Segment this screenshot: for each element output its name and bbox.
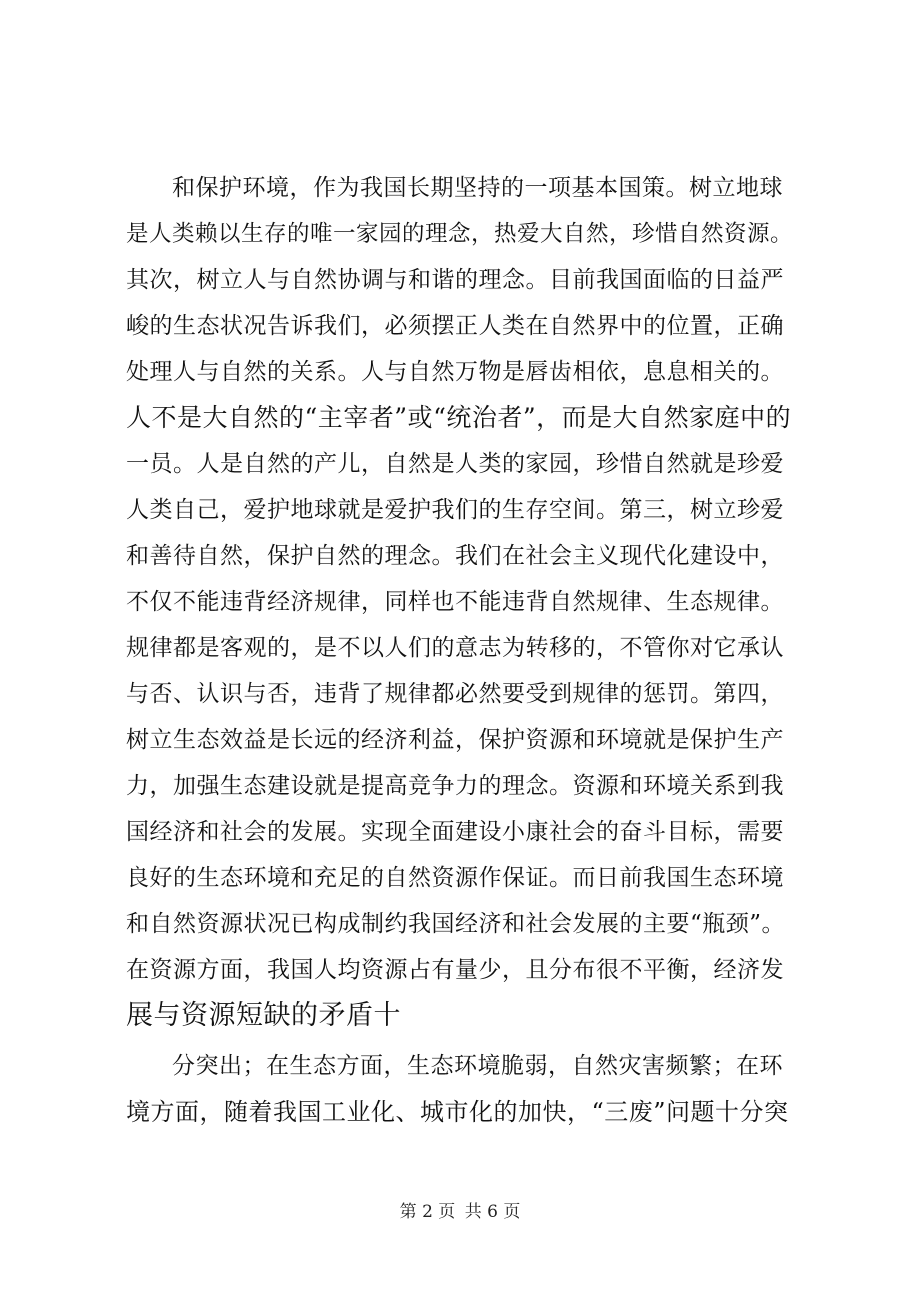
text-line: 和善待自然，保护自然的理念。我们在社会主义现代化建设中， xyxy=(126,543,784,569)
page-total: 共 6 页 xyxy=(464,1202,521,1222)
text-line: 处理人与自然的关系。人与自然万物是唇齿相依，息息相关的。 xyxy=(126,359,784,385)
text-line: 峻的生态状况告诉我们，必须摆正人类在自然界中的位置，正确 xyxy=(126,313,784,339)
text-line: 和自然资源状况已构成制约我国经济和社会发展的主要“瓶颈”。 xyxy=(126,911,786,937)
text-line: 国经济和社会的发展。实现全面建设小康社会的奋斗目标，需要 xyxy=(126,819,784,845)
text-line: 力，加强生态建设就是提高竞争力的理念。资源和环境关系到我 xyxy=(126,773,784,799)
text-line: 是人类赖以生存的唯一家园的理念，热爱大自然，珍惜自然资源。 xyxy=(126,221,794,247)
text-line: 和保护环境，作为我国长期坚持的一项基本国策。树立地球 xyxy=(172,175,783,201)
text-line: 展与资源短缺的矛盾十 xyxy=(126,1000,401,1031)
text-line: 人类自己，爱护地球就是爱护我们的生存空间。第三，树立珍爱 xyxy=(126,497,784,523)
text-line: 良好的生态环境和充足的自然资源作保证。而日前我国生态环境 xyxy=(126,865,784,891)
text-line: 在资源方面，我国人均资源占有量少，且分布很不平衡，经济发 xyxy=(126,957,784,983)
text-line: 与否、认识与否，违背了规律都必然要受到规律的惩罚。第四， xyxy=(126,681,784,707)
page-number: 第 2 页 xyxy=(399,1202,456,1222)
text-line: 树立生态效益是长远的经济利益，保护资源和环境就是保护生产 xyxy=(126,727,784,753)
text-line: 一员。人是自然的产儿，自然是人类的家园，珍惜自然就是珍爱 xyxy=(126,451,784,477)
text-line: 不仅不能违背经济规律，同样也不能违背自然规律、生态规律。 xyxy=(126,589,784,615)
text-line: 分突出；在生态方面，生态环境脆弱，自然灾害频繁；在环 xyxy=(172,1053,783,1079)
text-line: 规律都是客观的，是不以人们的意志为转移的，不管你对它承认 xyxy=(126,635,784,661)
text-line: 境方面，随着我国工业化、城市化的加快，“三废”问题十分突 xyxy=(126,1098,789,1126)
page-footer xyxy=(0,1201,920,1223)
text-line: 其次，树立人与自然协调与和谐的理念。目前我国面临的日益严 xyxy=(126,267,784,293)
text-line: 人不是大自然的“主宰者”或“统治者”，而是大自然家庭中的 xyxy=(126,403,792,432)
